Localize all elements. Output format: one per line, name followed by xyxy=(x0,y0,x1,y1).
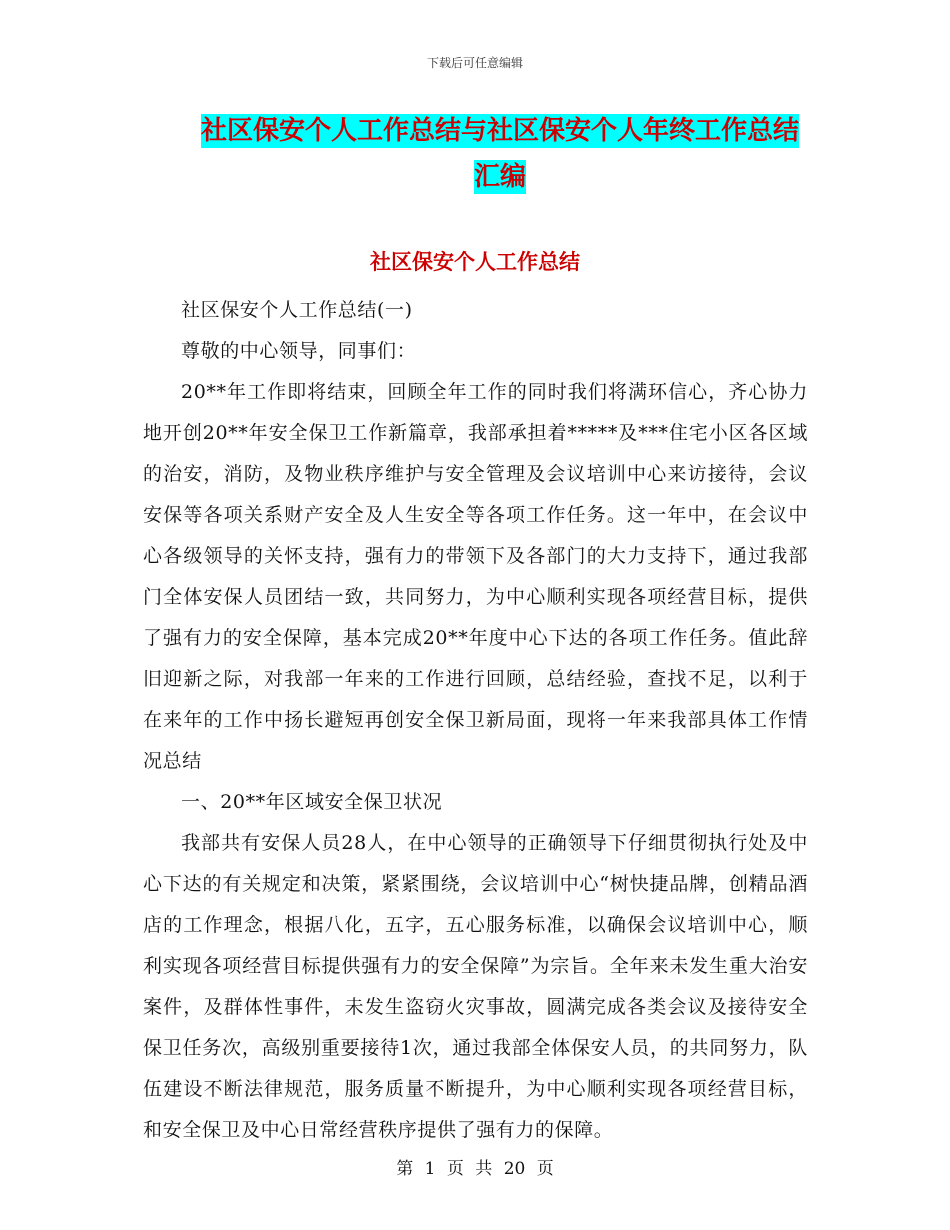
paragraph-security-status: 我部共有安保人员28人，在中心领导的正确领导下仔细贯彻执行处及中心下达的有关规定和决策，紧紧围绕，会议培训中心“树快捷品牌，创精品酒店的工作理念，根据八化，五字，五心服务标准，以确保会议培训中心，顺利实现各项经营目标提供强有力的安全保障”为宗旨。全年来未发生重大治安案件，及群体性事件，未发生盗窃火灾事故，圆满完成各类会议及接待安全保卫任务次，高级别重要接待1次，通过我部全体保安人员，的共同努力，队伍建设不断法律规范，服务质量不断提升，为中心顺利实现各项经营目标，和安全保卫及中心日常经营秩序提供了强有力的保障。 xyxy=(143,832,808,1141)
section-title: 社区保安个人工作总结 xyxy=(370,250,580,274)
header-note: 下载后可任意编辑 xyxy=(426,56,523,70)
paragraph-salutation: 尊敬的中心领导，同事们： xyxy=(181,340,417,362)
document-title xyxy=(140,108,860,200)
paragraph-intro: 20**年工作即将结束，回顾全年工作的同时我们将满环信心，齐心协力地开创20**年安全保卫工作新篇章，我部承担着*****及***住宅小区各区域的治安，消防，及物业秩序维护与安全管理及会议培训中心来访接待，会议安保等各项关系财产安全及人生安全等各项工作任务。这一年中，在会议中心各级领导的关怀支持，强有力的带领下及各部门的大力支持下，通过我部门全体安保人员团结一致，共同努力，为中心顺利实现各项经营目标，提供了强有力的安全保障，基本完成20**年度中心下达的各项工作任务。值此辞旧迎新之际，对我部一年来的工作进行回顾，总结经验，查找不足，以利于在来年的工作中扬长避短再创安全保卫新局面，现将一年来我部具体工作情况总结 xyxy=(143,381,808,772)
document-title-line-1: 社区保安个人工作总结与社区保安个人年终工作总结 xyxy=(200,116,799,146)
paragraph-subheading: 社区保安个人工作总结(一) xyxy=(181,299,413,321)
document-title-line-2: 汇编 xyxy=(473,162,526,192)
paragraph-section-heading: 一、20**年区域安全保卫状况 xyxy=(181,791,443,813)
document-body xyxy=(143,290,808,1151)
page-footer: 第 1 页 共 20 页 xyxy=(396,1159,554,1179)
